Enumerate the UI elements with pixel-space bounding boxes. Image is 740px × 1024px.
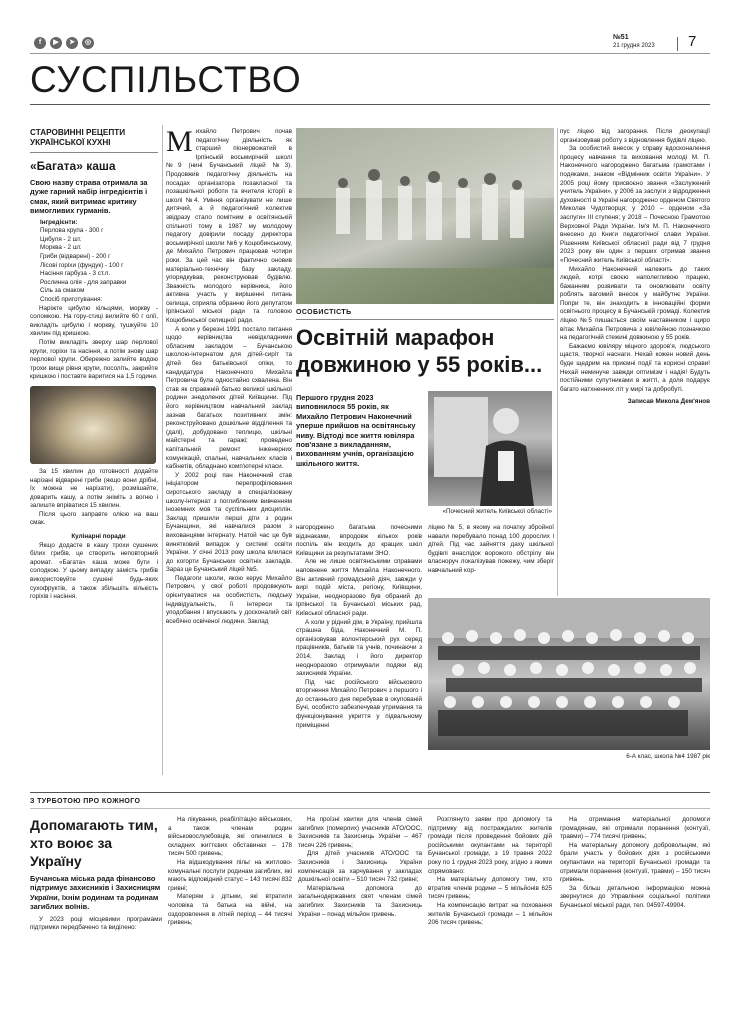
recipe-paragraph: За 15 хвилин до готовності додайте нарізані відварені гриби (якщо вони дрібні, їх можна не нарізати), розмішайте, доварить кашу, а потім зніміть з вогню і залиште впріватися 15 хвилин. bbox=[30, 467, 158, 510]
feature-paragraph: ліцею № 5, в якому на початку збройної навали перебувало понад 100 дорослих і дітей. Під час зайняття даху шкільної будівлі внаслідок ворожого обстрілу він власноруч локалізував пожежу, чим зберіг навчальний кор- bbox=[428, 524, 554, 574]
feature-column-2 bbox=[296, 524, 422, 730]
bottom-rule bbox=[30, 792, 710, 793]
ingredient-line: Цибуля - 2 шт. bbox=[40, 235, 82, 243]
rubric-rule bbox=[296, 319, 554, 320]
feature-column-3 bbox=[428, 524, 554, 576]
bottom-paragraph: На матеріальну допомогу тим, хто втратив членів родини – 5 мільйонів 625 тисяч гривень; bbox=[428, 876, 552, 901]
tips-title: Кулінарні поради bbox=[71, 533, 126, 541]
ingredient-line: Гриби (відварені) - 200 г bbox=[40, 253, 111, 260]
feature-paragraph: За особистий внесок у справу вдосконалення процесу навчання та виховання молоді М. П. Наконечного нагороджено багатьма грамотами і подяками, знаком «Відмінник освіти України». У 2005 році йому присвоєно звання «Заслужений учитель України», у 2006 за заслуги з відродження духовності в Україні нагороджено орденом Святого Миколая Чудотворця; у 2010 – орденом «За заслуги» III ступеня; у 2018 – Почесною Грамотою Верховної Ради України. Ім'я М. П. Наконечного внесено до Книги педагогічної слави України. Рішенням Київської обласної ради від 7 грудня 2023 року він один з перших отримав звання «Почесний житель Київської області». bbox=[560, 145, 710, 264]
header-rule bbox=[30, 53, 710, 54]
feature-paragraph: А коли у березні 1991 постало питання щодо керівництва невідкладними обласним закладом – Бучанською школою-інтернатом для дітей-сиріт та дітей без батьківської опіки, то кандидатура Наконечного Михайла Петровича була одностайно схвалена. Він став як справжній батько великої шкільної родини знедолених дітей Київщини. Під його керівництвом навчальний заклад зазнав багатьох позитивних змін: реконструйовано дошкільне відділення та (далі), добудовано теплицю, шкільні майстерні та гаражі; проведено капітальний ремонт інженерних комунікацій, спальні, навчальних класів і кабінетів, обладнано комп'ютерні класи. bbox=[166, 325, 292, 471]
bottom-paragraph: На відшкодування пільг на житлово-комунальні послуги родинам загиблих, які мають відповідний статус – 143 тисячі 832 гривні; bbox=[168, 858, 292, 892]
column-divider bbox=[557, 128, 558, 596]
recipe-column bbox=[30, 128, 158, 602]
instagram-icon[interactable]: ◎ bbox=[82, 37, 94, 49]
ingredient-line: Рослинна олія - для заправки bbox=[40, 278, 127, 286]
feature-paragraph: нагороджено багатьма почесними відзнаками, впродовж кількох років поспіль він входить до кращих шкіл Київщини за результатами ЗНО. bbox=[296, 524, 422, 557]
bottom-title: Допомагають тим, хто воює за Україну bbox=[30, 817, 158, 869]
class-photo-figures bbox=[428, 598, 710, 750]
issue-number: №51 bbox=[613, 34, 629, 41]
recipe-kicker: СТАРОВИННІ РЕЦЕПТИ УКРАЇНСЬКОЇ КУХНІ bbox=[30, 128, 126, 147]
portrait-figure bbox=[428, 391, 552, 506]
bottom-paragraph: На лікування, реабілітацію військових, а також членам родин військовослужбовців, які опинилися в складних життєвих обставинах – 178 тисяч 500 гривень; bbox=[168, 816, 292, 858]
feature-paragraph: Але не лише освітянськими справами наповнене життя Михайла Наконечного. Він активний громадський діяч, завжди у вирі подій міста, регіону, Київщини, України, неодноразово був обраний до Ірпінської та Бучанської міських рад, Київської обласної ради. bbox=[296, 558, 422, 617]
bottom-paragraph: Для дітей учасників АТО/ООС та Захисників і Захисниць України компенсація за харчування у закладах дошкільної освіти – 510 тисяч 732 гривні; bbox=[298, 850, 422, 884]
header-divider bbox=[677, 37, 678, 51]
feature-title: Освітній марафон довжиною у 55 років... bbox=[296, 325, 543, 377]
issue-date: 21 грудня 2023 bbox=[613, 43, 655, 49]
recipe-title: «Багата» каша bbox=[30, 159, 116, 173]
bottom-paragraph: На матеріальну допомогу добровольцям, які брали участь у бойових діях з російськими окупантами на території Бучанської громади та отримали поранення (контузії, травми) – 150 тисяч гривень. bbox=[560, 841, 710, 884]
facebook-icon[interactable]: f bbox=[34, 37, 46, 49]
column-divider bbox=[162, 125, 163, 775]
recipe-kicker-rule bbox=[30, 152, 158, 153]
recipe-paragraph: Наріжте цибулю кільцями, моркву - соломкою. На гору-стиці вилийте 60 г олії, викладіть цибулю і моркву, тушкуйте 10 хвилин під кришкою. bbox=[30, 304, 158, 338]
ceremony-photo-figures bbox=[296, 128, 554, 304]
social-icons bbox=[34, 37, 94, 49]
bottom-paragraph: На проїзні квитки для членів сімей загиблих (померлих) учасників АТО/ООС, Захисників та Захисниць України – 467 тисяч 226 гривень; bbox=[298, 816, 422, 849]
ingredient-line: Спосіб приготування: bbox=[40, 295, 103, 303]
feature-column-4 bbox=[560, 128, 710, 407]
section-title: СУСПІЛЬСТВО bbox=[30, 59, 302, 100]
page-number: 7 bbox=[688, 33, 697, 50]
ingredient-line: Сіль за смаком bbox=[40, 287, 85, 295]
recipe-ingredients bbox=[30, 219, 158, 305]
feature-paragraph: Педагоги школи, якою керує Михайло Петрович, у свої роботі продовжують орієнтуватися на особистість, людську індивідуальність, її інтереси та уподобання і впускають у досконалий світ всебічно освіченої людини. Заклад bbox=[166, 574, 292, 625]
portrait-photo bbox=[428, 391, 552, 506]
bottom-lead: Бучанська міська рада фінансово підтримує захисників і Захисницям України, їхнім родинам та родинам загиблих воїнів. bbox=[30, 874, 161, 912]
feature-paragraph: Бажаємо ювіляру міцного здоров'я, людського щастя, творчої наснаги. Нехай кожен новий день буде щедрим на приємні події та корисні справи! Нехай неминуче завжди оптимізм і надія! Будуть постійними супутниками в житті, а доля подарує багато натхненних літ у мирі та добробуті. bbox=[560, 342, 710, 393]
feature-paragraph: ихайло Петрович почав педагогічну діяльність як старший піонервожатий в Ірпінській восьмирічній школі №9 (нині Бучанський ліцей №3). Продовжив педагогічну діяльність на посадах організатора позакласної та позашкільної роботи та вчителя історії в школі №4. Уміння організувати не лише дитячий, а й педагогічний колектив звідразу стало помітним в освітянській спільноті тому в 1987 му молодому педагогу довірили посаду директора восьмирічної школи №6 у Коцюбинському, де Михайло Петрович працював чотири роки. За цей час він фактично оновив матеріально-технічну базу закладу, упорядкував, реконструював будівлю. Зважність молодого керівника, його активна участь у вирішенні питань селища, сприяла обранню його депутатом Ірпінської міської ради та головою Коцюбинської селищної ради. bbox=[166, 128, 292, 325]
recipe-paragraph: Потім викладіть зверху шар перлової крупи, горіхи та насіння, а потім знову шар перлової крупи. Обережно залийте водою трохи вище рівня крупи, посоліть, закрийте кришкою і поставте варитися на 1,5 години. bbox=[30, 338, 158, 381]
feature-rubric: ОСОБИСТІСТЬ bbox=[296, 309, 352, 316]
feature-paragraph: Михайло Наконечний належить до таких людей, котрі своєю наполегливою працею, бажанням розвивати та оновлювати освіту роблять вагомий внесок у майбутнє України. Попри те, він знаходить в інноваційні форми освітнього процесу в Бучанській громаді. Колектив ліцею №5 пишається своїм наставником і щиро вітає Михайла Петровича з ювілейною позначкою на педагогічній стежині довжиною у 55 років. bbox=[560, 265, 710, 342]
class-photo bbox=[428, 598, 710, 750]
ingredient-line: Лісові горіхи (фундук) - 100 г bbox=[40, 261, 124, 269]
class-photo-caption: 6-А клас, школа №4 1987 рік bbox=[626, 753, 710, 760]
bottom-paragraph: У 2023 році місцевими програмами підтримки передбачено та виділено: bbox=[30, 915, 162, 932]
signature: Записав Микола Дем'янов bbox=[627, 398, 710, 406]
feature-paragraph: У 2002 році пан Наконечний став ініціатором перепрофілювання сиротського закладу в спеціалізовану школу-інтернат з поглибленим вивченням іноземних мов та суспільних дисциплін. Заклад пришили перші діти з родин Бучанщини, які навчалися разом з вихованцями інтернату. Натой час це був винятковий випадок у системі освіти України. У січні 2013 року школа влилася до когорти Бучанських освітніх закладів. Зараз це Бучанський ліцей №5. bbox=[166, 471, 292, 574]
bottom-paragraph: Розглянуто заяви про допомогу та підтримку від постраждалих жителів громади після проведення бойових дій російськими окупантами на території Бучанської громади, з 19 травня 2022 року по 1 грудня 2023 року, згідно з якими спрямовано: bbox=[428, 816, 552, 875]
telegram-icon[interactable]: ➤ bbox=[66, 37, 78, 49]
bottom-column-1 bbox=[30, 816, 162, 933]
ingredient-line: Морква - 2 шт. bbox=[40, 244, 82, 252]
section-rule bbox=[30, 104, 710, 105]
portrait-caption: «Почесний житель Київської області» bbox=[442, 508, 552, 515]
feature-paragraph: А коли у рідний дім, в Україну, прийшла страшна біда, Наконечний М. П. організовував волонтерський рух серед працівників, батьків та учнів, починаючи з 2014. Заклад і його директор неодноразово отримували подяки від захисників України. bbox=[296, 618, 422, 678]
bottom-paragraph: На компенсацію витрат на поховання жителів Бучанської громади – 1 мільйон 206 тисяч гривень; bbox=[428, 901, 552, 927]
tips-paragraph: Якщо додасте в кашу трохи сушених білих грибів, це створить неповторний аромат. «Багата» каша може бути і солодкою. У цьому випадку замість грибів використовуйте сушені будь-яких сухофруктів, а також збільшіть кількість горіхів і насіння. bbox=[30, 541, 158, 601]
recipe-paragraph: Після цього заправте олією на ваш смак. bbox=[30, 510, 158, 527]
bottom-paragraph: Матерям з дітьми, які втратили чоловіка та батька на війні, на оздоровлення в літній період – 44 тисячі гривень; bbox=[168, 893, 292, 927]
bottom-paragraph: На отримання матеріальної допомоги громадянам, які отримали поранення (контузії, травми) – 774 тисячі гривень; bbox=[560, 816, 710, 841]
ingredient-line: Перлова крупа - 300 г bbox=[40, 227, 104, 235]
bottom-rubric: З ТУРБОТОЮ ПРО КОЖНОГО bbox=[30, 798, 141, 805]
ingredient-line: Інгредієнти: bbox=[40, 218, 78, 226]
drop-cap: М bbox=[166, 125, 193, 158]
ingredient-line: Насіння гарбуза - 3 ст.л. bbox=[40, 270, 111, 278]
feature-paragraph: Під час російського військового вторгнення Михайло Петрович з першого і до останнього дня перебував в окупованій Бучі, особисто забезпечував утримання та функціонування укриття у підвальному приміщенні bbox=[296, 678, 422, 729]
bottom-paragraph: За більш детальною інформацією можна звернутися до Управління соціальної політики Бучанської міської ради, тел. 04597-49904. bbox=[560, 884, 710, 909]
feature-paragraph: пус ліцею від загорання. Після деокупації організовував роботу з відновлення будівлі ліцею. bbox=[560, 128, 710, 144]
porridge-photo bbox=[30, 386, 156, 464]
feature-column-1 bbox=[166, 125, 292, 626]
recipe-lead: Свою назву страва отримала за дуже гарний набір інгредієнтів і смак, який витримає критику вимогливих гурманів. bbox=[30, 178, 148, 216]
feature-lead: Першого грудня 2023 виповнилося 55 років, як Михайло Петрович Наконечний уперше прийшов на освітянську ниву. Відтоді все життя ювіляра пов'язане з викладанням, вихованням учнів, організацією шкільного життя. bbox=[296, 393, 416, 468]
bottom-column-5 bbox=[560, 816, 710, 911]
bottom-column-4 bbox=[428, 816, 552, 928]
bottom-rubric-rule bbox=[30, 808, 710, 809]
bottom-column-2 bbox=[168, 816, 292, 928]
bottom-paragraph: Матеріальна допомога до загальнодержавних свят членам сімей загиблих Захисників та Захисниць України – понад мільйон гривень. bbox=[298, 884, 422, 918]
youtube-icon[interactable]: ▶ bbox=[50, 37, 62, 49]
bottom-column-3 bbox=[298, 816, 422, 919]
ceremony-photo bbox=[296, 128, 554, 304]
